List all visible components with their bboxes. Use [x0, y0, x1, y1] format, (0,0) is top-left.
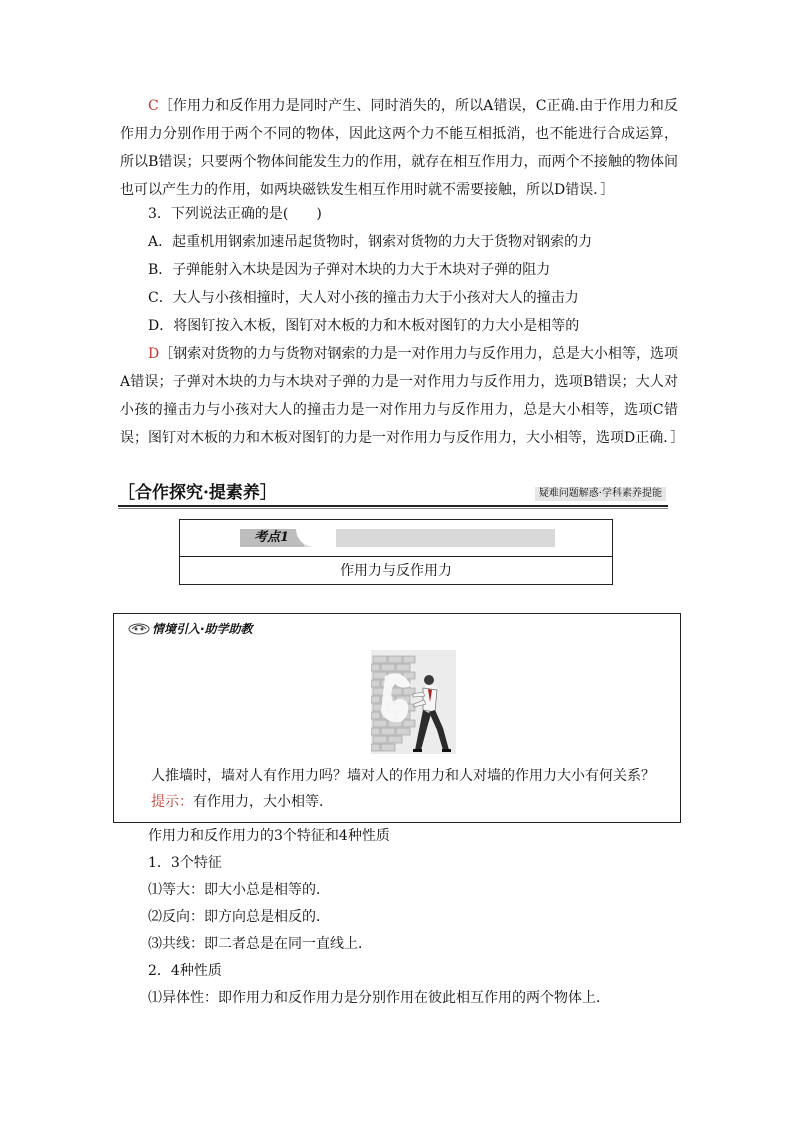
question-3-option-d: D．将图钉按入木板，图钉对木板的力和木板对图钉的力大小是相等的: [148, 318, 580, 334]
kaodian-topic: 作用力与反作用力: [340, 563, 452, 579]
context-hint: [151, 790, 333, 814]
answer-d-explanation: ［钢索对货物的力与货物对钢索的力是一对作用力与反作用力，总是大小相等，选项A错误；子弹对木块的力与木块对子弹的力是一对作用力与反作用力，选项B错误；大人对小孩的撞击力与小孩对大人的撞击力是一对作用力与反作用力，总是大小相等，选项C错误；图钉对木板的力和木板对图钉的力是一对作用力与反作用力，大小相等，选项D正确．］: [120, 346, 685, 446]
section-title: ［合作探究·提素养］: [118, 483, 277, 503]
man-pushing-wall-illustration: [371, 650, 456, 754]
context-header: 情境引入·助学助教: [152, 622, 253, 636]
question-3-option-c: C．大人与小孩相撞时，大人对小孩的撞击力大于小孩对大人的撞击力: [148, 290, 579, 306]
properties-heading: 2．4种性质: [148, 963, 222, 979]
kaodian-label: 考点1: [240, 529, 304, 547]
hint-text: 有作用力，大小相等．: [193, 794, 333, 810]
property-item-1: ⑴异体性：即作用力和反作用力是分别作用在彼此相互作用的两个物体上．: [148, 990, 610, 1006]
question-3-stem: 3．下列说法正确的是( ): [148, 206, 322, 222]
answer-c-letter: C: [148, 98, 159, 114]
question-3-option-b: B．子弹能射入木块是因为子弹对木块的力大于木块对子弹的阻力: [148, 262, 551, 278]
kaodian-box: [179, 519, 613, 585]
section-subtitle: 疑难问题解惑·学科素养提能: [535, 487, 666, 501]
context-header-icon: [128, 621, 150, 635]
features-heading: 1．3个特征: [148, 855, 222, 871]
context-box: [113, 613, 681, 823]
answer-d-letter: D: [148, 346, 160, 362]
context-question: 人推墙时，墙对人有作用力吗？墙对人的作用力和人对墙的作用力大小有何关系？: [151, 768, 655, 784]
feature-item-2: ⑵反向：即方向总是相反的．: [148, 909, 330, 925]
hint-label: 提示：: [151, 794, 193, 810]
section-rule-thick: [118, 505, 668, 507]
answer-d-paragraph: [120, 340, 685, 452]
kaodian-tab: [240, 529, 555, 547]
section-header: [118, 482, 668, 504]
feature-item-3: ⑶共线：即二者总是在同一直线上．: [148, 936, 372, 952]
content-intro: 作用力和反作用力的3个特征和4种性质: [148, 828, 390, 844]
answer-c-paragraph: [120, 92, 678, 204]
answer-c-explanation: ［作用力和反作用力是同时产生、同时消失的，所以A错误，C正确.由于作用力和反作用力分别作用于两个不同的物体，因此这两个力不能互相抵消，也不能进行合成运算，所以B错误；只要两个物体间能发生力的作用，就存在相互作用力，而两个不接触的物体间也可以产生力的作用，如两块磁铁发生相互作用时就不需要接触，所以D错误．］: [120, 98, 678, 198]
section-rule-thin: [118, 508, 668, 509]
feature-item-1: ⑴等大：即大小总是相等的．: [148, 882, 330, 898]
question-3-option-a: A．起重机用钢索加速吊起货物时，钢索对货物的力大于货物对钢索的力: [148, 234, 593, 250]
